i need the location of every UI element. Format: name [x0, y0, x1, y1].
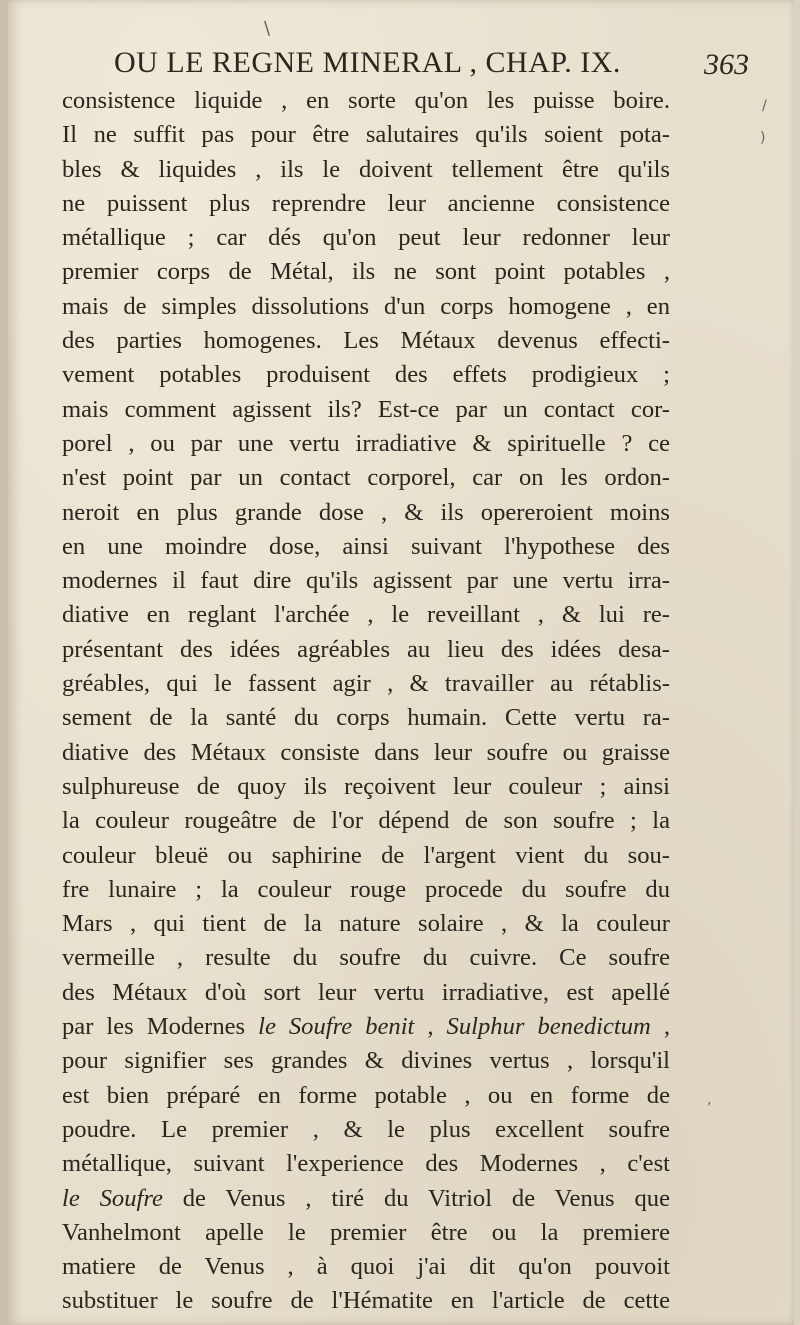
text-line: poudre. Le premier , & le plus excellent soufre [62, 1115, 670, 1143]
text-line: gréables, qui le fassent agir , & travailler au rétablis- [62, 670, 670, 698]
text-line: mais de simples dissolutions d'un corps homogene , en [62, 292, 670, 320]
page-number: 363 [704, 48, 749, 81]
text-line: des parties homogenes. Les Métaux devenus effecti- [62, 327, 670, 355]
italic-phrase: le Soufre [62, 1184, 163, 1212]
body-text [62, 84, 670, 1319]
text-line: mais comment agissent ils? Est-ce par un contact cor- [62, 395, 670, 423]
margin-speck: ) [760, 130, 766, 146]
text-line: la couleur rougeâtre de l'or dépend de son soufre ; la [62, 807, 670, 835]
text-line: présentant des idées agréables au lieu des idées desa- [62, 635, 670, 663]
text-line: premier corps de Métal, ils ne sont point potables , [62, 258, 670, 286]
text-line: couleur bleuë ou saphirine de l'argent vient du sou- [62, 841, 670, 869]
text-line: des Métaux d'où sort leur vertu irradiative, est apellé [62, 978, 670, 1006]
ink-mark: \ [264, 18, 271, 39]
text-line: neroit en plus grande dose , & ils opereroient moins [62, 498, 670, 526]
text-line: sulphureuse de quoy ils reçoivent leur couleur ; ainsi [62, 772, 670, 800]
text-line: diative en reglant l'archée , le reveillant , & lui re- [62, 601, 670, 629]
text-line: est bien préparé en forme potable , ou en forme de [62, 1081, 670, 1109]
text-line: consistence liquide , en sorte qu'on les puisse boire. [62, 87, 670, 114]
text-line: substituer le soufre de l'Hématite en l'article de cette [62, 1287, 670, 1315]
text-line: ne puissent plus reprendre leur ancienne consistence [62, 189, 670, 217]
text-line: modernes il faut dire qu'ils agissent par une vertu irra- [62, 567, 670, 595]
text-line: matiere de Venus , à quoi j'ai dit qu'on pouvoit [62, 1253, 670, 1281]
margin-speck: , [707, 1092, 712, 1108]
text-line: pour signifier ses grandes & divines vertus , lorsqu'il [62, 1047, 670, 1075]
running-header [114, 46, 794, 80]
text-line: métallique ; car dés qu'on peut leur redonner leur [62, 224, 670, 252]
text-line: en une moindre dose, ainsi suivant l'hypothese des [62, 532, 670, 560]
text-line: Mars , qui tient de la nature solaire , & la couleur [62, 910, 670, 938]
text-line: n'est point par un contact corporel, car on les ordon- [62, 464, 670, 492]
text-line: bles & liquides , ils le doivent tellement être qu'ils [62, 155, 670, 183]
line-segment: de Venus , tiré du Vitriol de Venus que [162, 1184, 670, 1212]
text-line: métallique, suivant l'experience des Modernes , c'est [62, 1150, 670, 1178]
line-segment: par les Modernes [62, 1013, 259, 1041]
text-line: vement potables produisent des effets prodigieux ; [62, 361, 670, 389]
text-line-with-italic [62, 1010, 670, 1044]
text-line: vermeille , resulte du soufre du cuivre. Ce soufre [62, 944, 670, 972]
text-line-with-italic [62, 1182, 670, 1216]
book-spine-edge [0, 0, 8, 1325]
text-line: diative des Métaux consiste dans leur soufre ou graisse [62, 738, 670, 766]
text-line: sement de la santé du corps humain. Cette vertu ra- [62, 704, 670, 732]
line-segment: , [650, 1013, 670, 1041]
text-line: Vanhelmont apelle le premier être ou la premiere [62, 1218, 670, 1246]
margin-speck: / [762, 98, 767, 114]
text-line: Il ne suffit pas pour être salutaires qu'ils soient pota- [62, 121, 670, 149]
running-title: OU LE REGNE MINERAL , CHAP. IX. [114, 46, 621, 79]
italic-phrase: le Soufre benit , Sulphur benedictum [258, 1013, 651, 1041]
text-line: fre lunaire ; la couleur rouge procede du soufre du [62, 875, 670, 903]
text-line: porel , ou par une vertu irradiative & spirituelle ? ce [62, 429, 670, 457]
